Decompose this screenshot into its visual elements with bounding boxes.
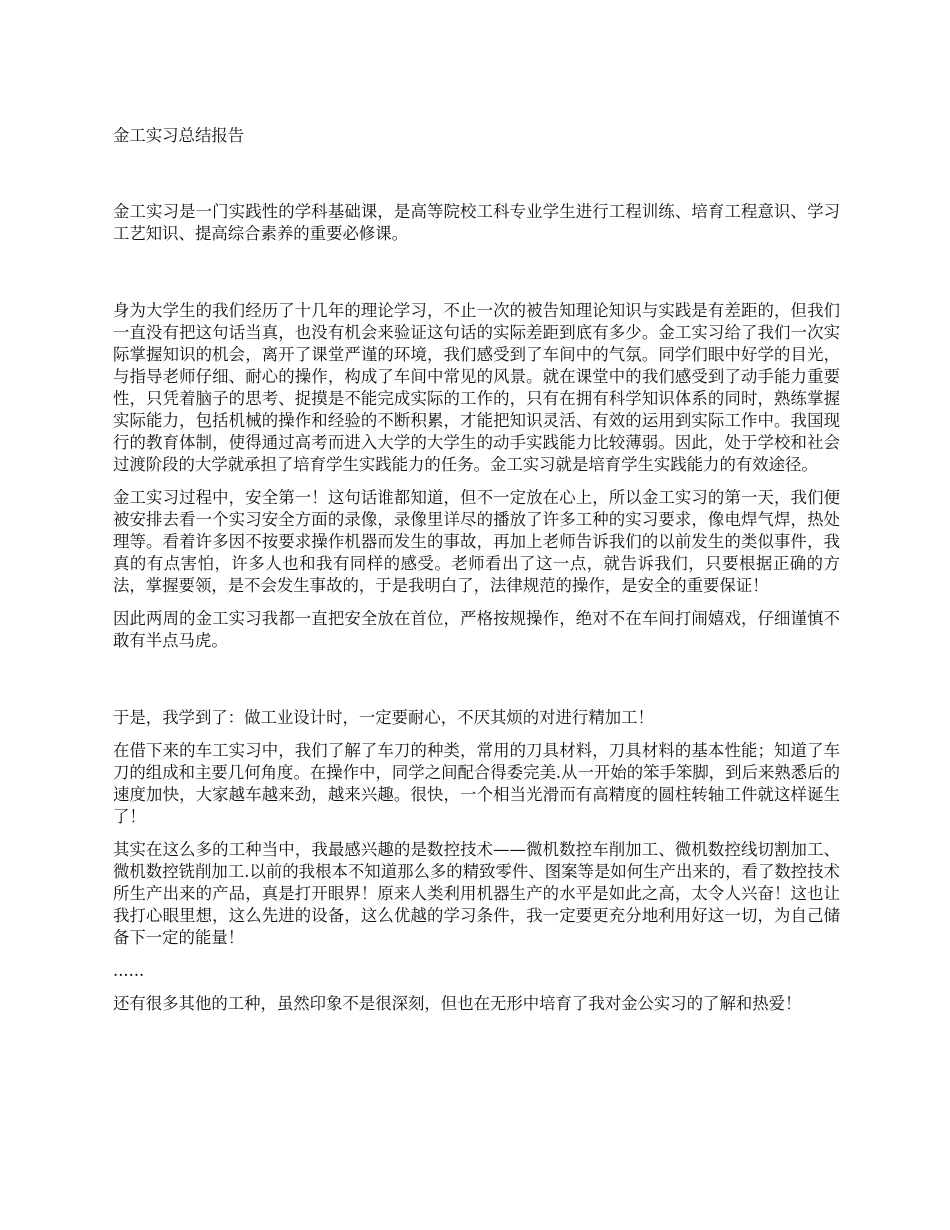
- paragraph-lesson: 于是，我学到了：做工业设计时，一定要耐心，不厌其烦的对进行精加工！: [113, 708, 654, 727]
- paragraph-intro: 金工实习是一门实践性的学科基础课，是高等院校工科专业学生进行工程训练、培育工程意识、学习工艺知识、提高综合素养的重要必修课。: [113, 202, 840, 243]
- document-title: 金工实习总结报告: [113, 126, 245, 145]
- document-body: [113, 125, 840, 1015]
- paragraph-safety: 金工实习过程中，安全第一！这句话谁都知道，但不一定放在心上，所以金工实习的第一天，我们便被安排去看一个实习安全方面的录像，录像里详尽的播放了许多工种的实习要求，像电焊气焊，热处理等。看着许多因不按要求操作机器而发生的事故，再加上老师告诉我们的以前发生的类似事件，我真的有点害怕，许多人也和我有同样的感受。老师看出了这一点，就告诉我们，只要根据正确的方法，掌握要领，是不会发生事故的，于是我明白了，法律规范的操作，是安全的重要保证！: [113, 488, 840, 595]
- paragraph-theory-practice: 身为大学生的我们经历了十几年的理论学习，不止一次的被告知理论知识与实践是有差距的，但我们一直没有把这句话当真，也没有机会来验证这句话的实际差距到底有多少。金工实习给了我们一次实际掌握知识的机会，离开了课堂严谨的环境，我们感受到了车间中的气氛。同学们眼中好学的目光，与指导老师仔细、耐心的操作，构成了车间中常见的风景。就在课堂中的我们感受到了动手能力重要性，只凭着脑子的思考、捉摸是不能完成实际的工作的，只有在拥有科学知识体系的同时，熟练掌握实际能力，包括机械的操作和经验的不断积累，才能把知识灵活、有效的运用到实际工作中。我国现行的教育体制，使得通过高考而进入大学的大学生的动手实践能力比较薄弱。因此，处于学校和社会过渡阶段的大学就承担了培育学生实践能力的任务。金工实习就是培育学生实践能力的有效途径。: [113, 301, 840, 474]
- paragraph-ellipsis: ......: [113, 961, 145, 980]
- paragraph-lathe: 在借下来的车工实习中，我们了解了车刀的种类，常用的刀具材料，刀具材料的基本性能；知道了车刀的组成和主要几何角度。在操作中，同学之间配合得委完美.从一开始的笨手笨脚，到后来熟悉后的速度加快，大家越车越来劲，越来兴趣。很快，一个相当光滑而有高精度的圆柱转轴工件就这样诞生了！: [113, 741, 840, 826]
- paragraph-safety-first: 因此两周的金工实习我都一直把安全放在首位，严格按规操作，绝对不在车间打闹嬉戏，仔细谨慎不敢有半点马虎。: [113, 609, 840, 650]
- paragraph-cnc: 其实在这么多的工种当中，我最感兴趣的是数控技术——微机数控车削加工、微机数控线切割加工、微机数控铣削加工.以前的我根本不知道那么多的精致零件、图案等是如何生产出来的，看了数控技术所生产出来的产品，真是打开眼界！原来人类利用机器生产的水平是如此之高，太令人兴奋！这也让我打心眼里想，这么先进的设备，这么优越的学习条件，我一定要更充分地利用好这一切，为自己储备下一定的能量！: [113, 840, 840, 947]
- paragraph-closing: 还有很多其他的工种，虽然印象不是很深刻，但也在无形中培育了我对金公实习的了解和热爱！: [113, 994, 802, 1013]
